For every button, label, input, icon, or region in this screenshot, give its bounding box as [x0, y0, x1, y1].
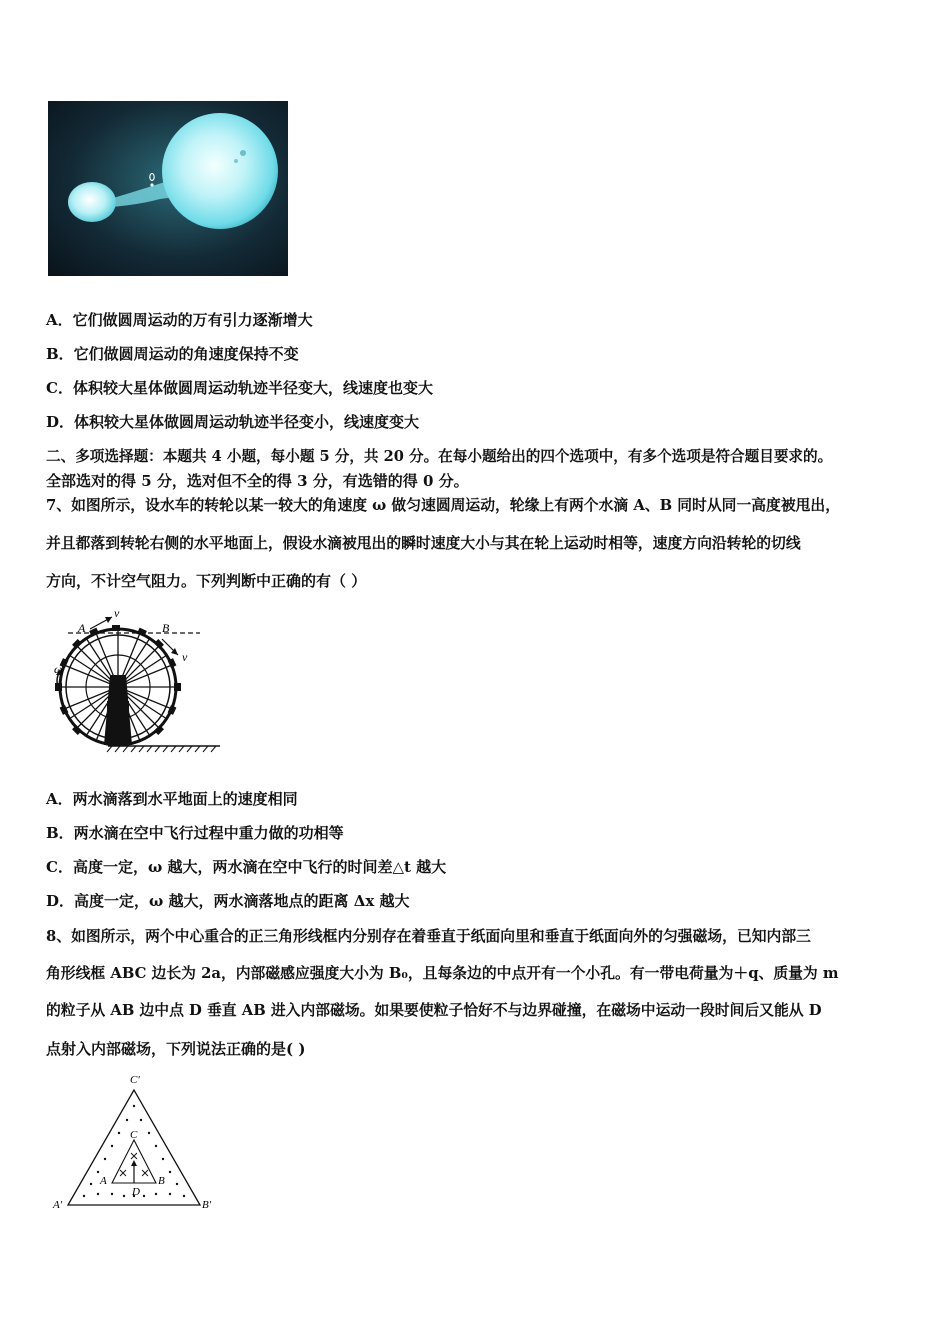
tri-label-c: C — [130, 1129, 138, 1141]
q6-option-d: D．体积较大星体做圆周运动轨迹半径变小，线速度变大 — [46, 413, 420, 431]
triangle-field-figure — [50, 1070, 220, 1215]
tri-label-a: A — [100, 1175, 107, 1187]
section2-header-line2: 全部选对的得 5 分，选对但不全的得 3 分，有选错的得 0 分。 — [46, 472, 469, 490]
binary-star-image — [48, 101, 288, 276]
wheel-label-b: B — [162, 621, 170, 635]
q8-stem-line2: 角形线框 ABC 边长为 2a，内部磁感应强度大小为 B₀，且每条边的中点开有一个小孔。有一带电荷量为＋q、质量为 m — [46, 965, 839, 982]
tri-label-a-outer: A′ — [53, 1199, 63, 1211]
wheel-label-a: A — [78, 621, 86, 635]
wheel-label-v1: v — [114, 606, 120, 620]
q8-stem-line4: 点射入内部磁场，下列说法正确的是( ) — [46, 1040, 306, 1058]
q7-option-c: C．高度一定，ω 越大，两水滴在空中飞行的时间差△t 越大 — [46, 858, 447, 876]
q6-option-c: C．体积较大星体做圆周运动轨迹半径变大，线速度也变大 — [46, 379, 433, 397]
q7-option-d: D．高度一定，ω 越大，两水滴落地点的距离 Δx 越大 — [46, 892, 410, 910]
tri-label-b: B — [158, 1175, 165, 1187]
q6-option-a: A．它们做圆周运动的万有引力逐渐增大 — [46, 311, 313, 329]
q8-stem-line1: 8、如图所示，两个中心重合的正三角形线框内分别存在着垂直于纸面向里和垂直于纸面向外的匀强磁场，已知内部三 — [46, 928, 811, 945]
q7-stem-line2: 并且都落到转轮右侧的水平地面上，假设水滴被甩出的瞬时速度大小与其在轮上运动时相等，速度方向沿转轮的切线 — [46, 535, 801, 552]
q7-option-a: A．两水滴落到水平地面上的速度相同 — [46, 790, 298, 808]
wheel-label-v2: v — [182, 650, 188, 664]
water-wheel-figure — [50, 605, 225, 755]
section2-header-line1: 二、多项选择题：本题共 4 小题，每小题 5 分，共 20 分。在每小题给出的四个选项中，有多个选项是符合题目要求的。 — [46, 448, 833, 465]
wheel-label-omega: ω — [54, 662, 63, 676]
tri-label-d: D — [132, 1186, 140, 1198]
q6-option-b: B．它们做圆周运动的角速度保持不变 — [46, 345, 299, 363]
tri-label-b-outer: B′ — [202, 1199, 212, 1211]
tri-label-c-outer: C′ — [130, 1074, 140, 1086]
q7-stem-line1: 7、如图所示，设水车的转轮以某一较大的角速度 ω 做匀速圆周运动，轮缘上有两个水滴 A、B 同时从同一高度被甩出， — [46, 497, 841, 514]
q8-stem-line3: 的粒子从 AB 边中点 D 垂直 AB 进入内部磁场。如果要使粒子恰好不与边界碰撞，在磁场中运动一段时间后又能从 D — [46, 1002, 822, 1019]
q7-option-b: B．两水滴在空中飞行过程中重力做的功相等 — [46, 824, 344, 842]
q7-stem-line3: 方向，不计空气阻力。下列判断中正确的有（ ） — [46, 572, 367, 590]
